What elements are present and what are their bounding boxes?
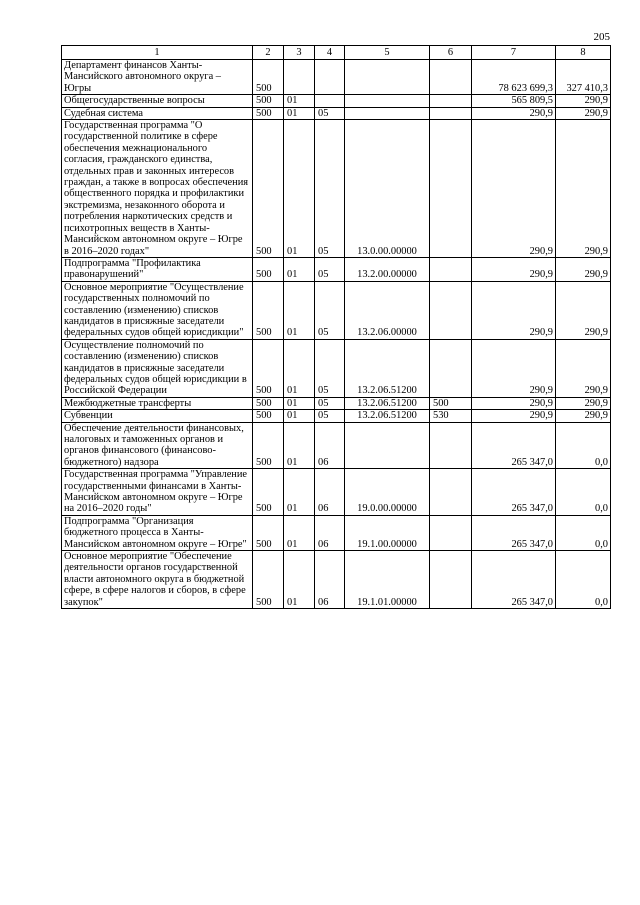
cell-col7: 290,9: [472, 339, 556, 397]
cell-col4: 05: [315, 397, 345, 409]
cell-col6: [430, 257, 472, 281]
cell-col8: 290,9: [556, 95, 611, 107]
cell-col2: 500: [253, 469, 284, 516]
row-name: Осуществление полномочий по составлению (изменению) списков кандидатов в присяжные заседатели федеральных судов общей юрисдикции в Российской Федерации: [62, 339, 253, 397]
cell-col7: 565 809,5: [472, 95, 556, 107]
header-cell: 3: [284, 46, 315, 60]
cell-col4: 06: [315, 422, 345, 469]
cell-col5: 13.0.00.00000: [345, 120, 430, 258]
table-row: [62, 281, 611, 339]
cell-col8: 327 410,3: [556, 60, 611, 95]
table-row: [62, 95, 611, 107]
cell-col8: 290,9: [556, 107, 611, 119]
cell-col7: 265 347,0: [472, 515, 556, 550]
row-name: Межбюджетные трансферты: [62, 397, 253, 409]
cell-col5: [345, 422, 430, 469]
cell-col5: [345, 107, 430, 119]
cell-col4: 06: [315, 515, 345, 550]
table-row: [62, 469, 611, 516]
cell-col8: 290,9: [556, 339, 611, 397]
cell-col4: 06: [315, 551, 345, 609]
table-row: [62, 60, 611, 95]
cell-col2: 500: [253, 95, 284, 107]
cell-col4: 05: [315, 410, 345, 422]
table-row: [62, 257, 611, 281]
cell-col2: 500: [253, 281, 284, 339]
cell-col7: 265 347,0: [472, 551, 556, 609]
cell-col4: 05: [315, 281, 345, 339]
cell-col3: 01: [284, 257, 315, 281]
cell-col8: 290,9: [556, 257, 611, 281]
cell-col2: 500: [253, 551, 284, 609]
table-row: [62, 410, 611, 422]
cell-col4: 06: [315, 469, 345, 516]
cell-col3: 01: [284, 281, 315, 339]
cell-col5: 13.2.06.51200: [345, 397, 430, 409]
header-cell: 1: [62, 46, 253, 60]
cell-col6: [430, 339, 472, 397]
cell-col5: 13.2.00.00000: [345, 257, 430, 281]
cell-col7: 290,9: [472, 410, 556, 422]
cell-col4: 05: [315, 107, 345, 119]
cell-col3: 01: [284, 551, 315, 609]
table-row: [62, 339, 611, 397]
table-row: [62, 397, 611, 409]
table-row: [62, 551, 611, 609]
cell-col2: 500: [253, 60, 284, 95]
cell-col5: 19.1.01.00000: [345, 551, 430, 609]
cell-col7: 265 347,0: [472, 422, 556, 469]
row-name: Подпрограмма "Профилактика правонарушений": [62, 257, 253, 281]
cell-col6: [430, 120, 472, 258]
cell-col6: [430, 281, 472, 339]
cell-col6: [430, 551, 472, 609]
cell-col6: [430, 422, 472, 469]
header-cell: 8: [556, 46, 611, 60]
cell-col6: 530: [430, 410, 472, 422]
cell-col5: 19.1.00.00000: [345, 515, 430, 550]
cell-col7: 290,9: [472, 257, 556, 281]
header-cell: 4: [315, 46, 345, 60]
cell-col7: 78 623 699,3: [472, 60, 556, 95]
cell-col3: 01: [284, 339, 315, 397]
cell-col6: [430, 60, 472, 95]
header-row: [62, 46, 611, 60]
cell-col3: [284, 60, 315, 95]
cell-col4: 05: [315, 339, 345, 397]
row-name: Департамент финансов Ханты-Мансийского автономного округа – Югры: [62, 60, 253, 95]
cell-col8: 290,9: [556, 120, 611, 258]
cell-col8: 290,9: [556, 410, 611, 422]
cell-col6: [430, 95, 472, 107]
cell-col2: 500: [253, 257, 284, 281]
row-name: Судебная система: [62, 107, 253, 119]
cell-col7: 290,9: [472, 281, 556, 339]
header-cell: 6: [430, 46, 472, 60]
row-name: Подпрограмма "Организация бюджетного процесса в Ханты-Мансийском автономном округе – Югре": [62, 515, 253, 550]
cell-col5: 13.2.06.51200: [345, 339, 430, 397]
cell-col7: 290,9: [472, 397, 556, 409]
cell-col3: 01: [284, 515, 315, 550]
cell-col8: 0,0: [556, 515, 611, 550]
row-name: Основное мероприятие "Обеспечение деятельности органов государственной власти автономного округа в бюджетной сфере, в сфере налогов и сборов, в сфере закупок": [62, 551, 253, 609]
cell-col3: 01: [284, 107, 315, 119]
cell-col2: 500: [253, 339, 284, 397]
header-cell: 7: [472, 46, 556, 60]
row-name: Субвенции: [62, 410, 253, 422]
cell-col4: 05: [315, 257, 345, 281]
table-row: [62, 107, 611, 119]
cell-col2: 500: [253, 120, 284, 258]
cell-col3: 01: [284, 120, 315, 258]
cell-col8: 0,0: [556, 469, 611, 516]
cell-col3: 01: [284, 422, 315, 469]
cell-col5: 13.2.06.00000: [345, 281, 430, 339]
cell-col7: 290,9: [472, 107, 556, 119]
cell-col2: 500: [253, 397, 284, 409]
cell-col2: 500: [253, 107, 284, 119]
cell-col4: [315, 60, 345, 95]
cell-col7: 290,9: [472, 120, 556, 258]
cell-col5: 19.0.00.00000: [345, 469, 430, 516]
cell-col8: 290,9: [556, 281, 611, 339]
row-name: Государственная программа "Управление государственными финансами в Ханты-Мансийском автономном округе – Югре на 2016–2020 годы": [62, 469, 253, 516]
row-name: Обеспечение деятельности финансовых, налоговых и таможенных органов и органов финансового (финансово-бюджетного) надзора: [62, 422, 253, 469]
cell-col8: 0,0: [556, 551, 611, 609]
table-row: [62, 422, 611, 469]
row-name: Общегосударственные вопросы: [62, 95, 253, 107]
cell-col2: 500: [253, 515, 284, 550]
cell-col3: 01: [284, 469, 315, 516]
cell-col5: [345, 60, 430, 95]
cell-col8: 290,9: [556, 397, 611, 409]
header-cell: 2: [253, 46, 284, 60]
row-name: Основное мероприятие "Осуществление государственных полномочий по составлению (изменению) списков кандидатов в присяжные заседатели федеральных судов общей юрисдикции": [62, 281, 253, 339]
budget-table: [61, 45, 611, 609]
table-row: [62, 120, 611, 258]
row-name: Государственная программа "О государственной политике в сфере обеспечения межнационального согласия, гражданского единства, отдельных прав и законных интересов граждан, а также в вопросах обеспечения общественного порядка и профилактики экстремизма, незаконного оборота и потребления наркотических средств и психотропных веществ в Ханты-Мансийском автономном округе – Югре в 2016–2020 годах": [62, 120, 253, 258]
cell-col5: 13.2.06.51200: [345, 410, 430, 422]
cell-col6: [430, 515, 472, 550]
cell-col3: 01: [284, 95, 315, 107]
cell-col7: 265 347,0: [472, 469, 556, 516]
cell-col3: 01: [284, 397, 315, 409]
cell-col3: 01: [284, 410, 315, 422]
cell-col6: [430, 469, 472, 516]
table-row: [62, 515, 611, 550]
cell-col5: [345, 95, 430, 107]
cell-col2: 500: [253, 422, 284, 469]
cell-col4: [315, 95, 345, 107]
cell-col4: 05: [315, 120, 345, 258]
cell-col2: 500: [253, 410, 284, 422]
page-number: 205: [593, 31, 610, 43]
cell-col6: 500: [430, 397, 472, 409]
header-cell: 5: [345, 46, 430, 60]
cell-col8: 0,0: [556, 422, 611, 469]
cell-col6: [430, 107, 472, 119]
